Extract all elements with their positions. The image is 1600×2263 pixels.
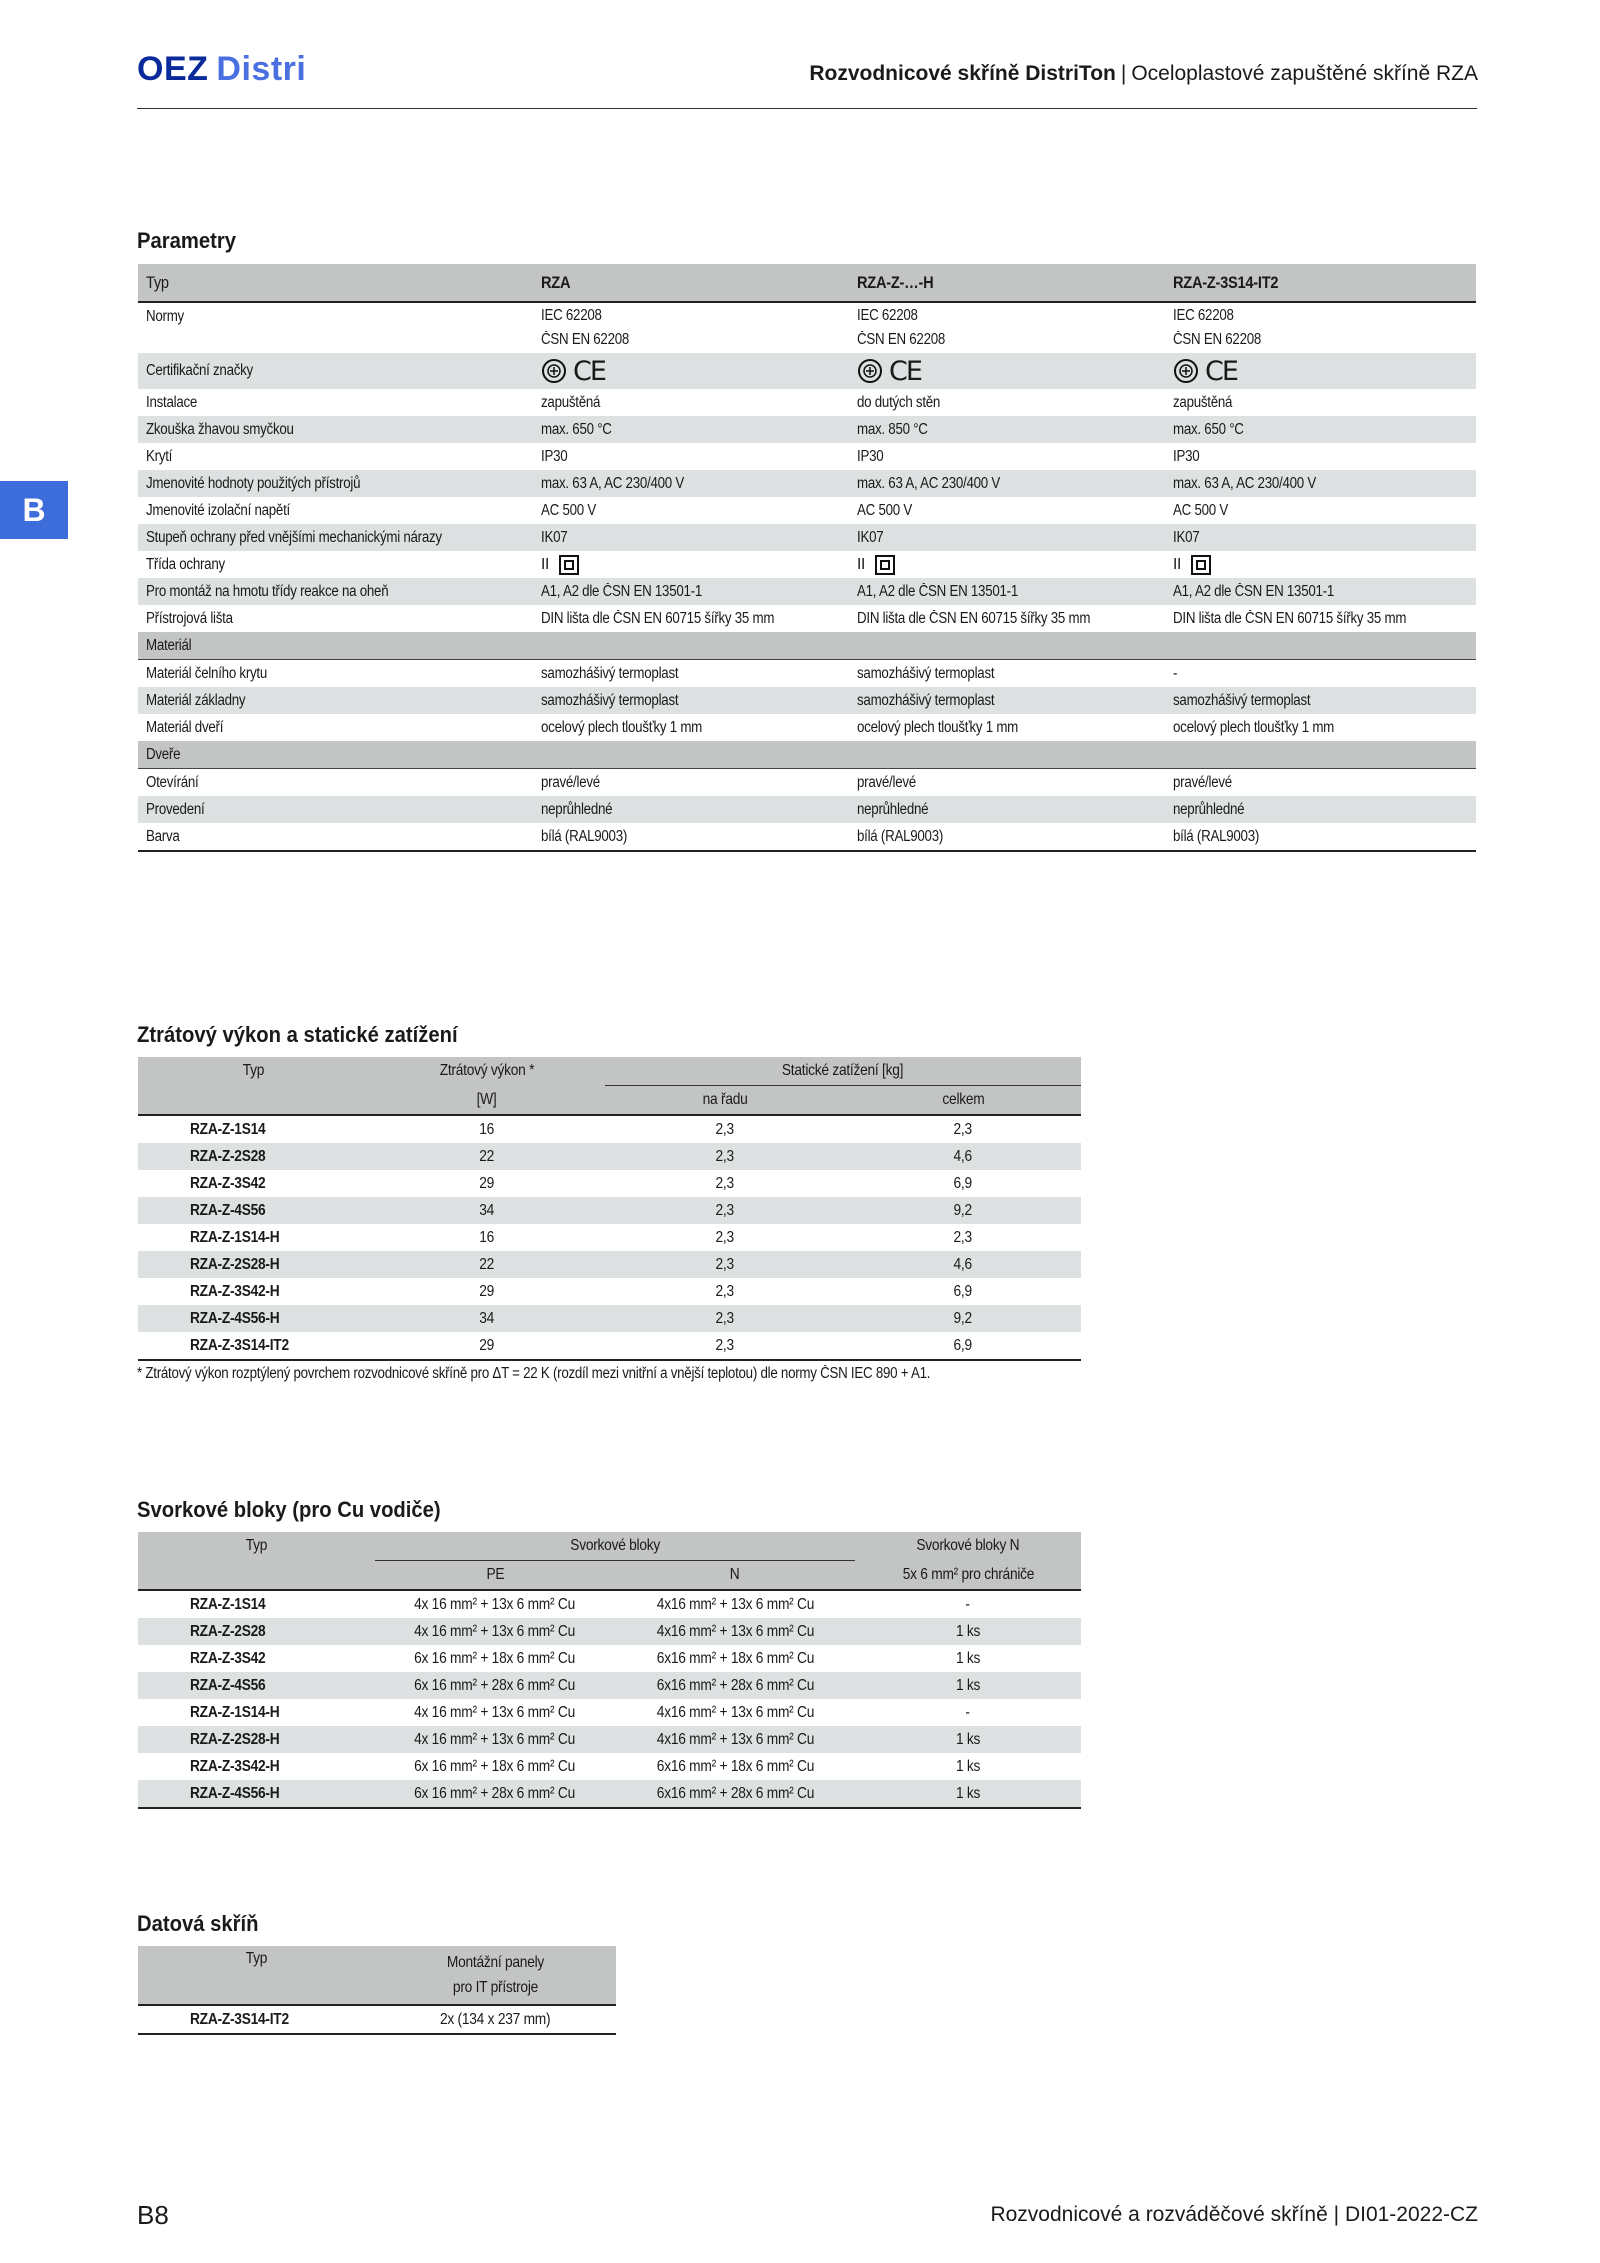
table-row: Stupeň ochrany před vnějšími mechanickými nárazy IK07 IK07 IK07 bbox=[138, 524, 1476, 551]
footer-separator: | bbox=[1333, 2203, 1340, 2226]
params-header-row bbox=[138, 264, 1476, 302]
table-row: Materiál základny samozhášivý termoplast samozhášivý termoplast samozhášivý termoplast bbox=[138, 687, 1476, 714]
terminals-table bbox=[138, 1532, 1081, 1809]
col-rza-z-h: RZA-Z-…-H bbox=[849, 264, 1165, 302]
table-row: RZA-Z-1S14-H 16 2,3 2,3 bbox=[190, 1228, 973, 1246]
table-row: RZA-Z-1S14 4x 16 mm² + 13x 6 mm² Cu 4x16 mm² + 13x 6 mm² Cu - bbox=[190, 1595, 971, 1613]
terminals-header-row-1 bbox=[138, 1532, 1081, 1561]
footer-catalog bbox=[990, 2203, 1478, 2227]
table-row: Otevírání pravé/levé pravé/levé pravé/levé bbox=[146, 773, 1232, 791]
col-rza: RZA bbox=[533, 264, 849, 302]
esc-mark-icon bbox=[1173, 358, 1199, 384]
loss-table bbox=[138, 1057, 1081, 1361]
col-rza-z-3s14-it2: RZA-Z-3S14-IT2 bbox=[1165, 264, 1476, 302]
terminals-col-pe: PE bbox=[486, 1566, 504, 1583]
table-row: Normy IEC 62208 ČSN EN 62208 IEC 62208 ČSN EN 62208 IEC 62208 ČSN EN 62208 bbox=[146, 307, 1262, 348]
datacab-col-panels-1: Montážní panely bbox=[446, 1954, 545, 1971]
logo-main: OEZ bbox=[137, 50, 209, 88]
loss-col-typ: Typ bbox=[242, 1062, 264, 1080]
table-row: RZA-Z-4S56 6x 16 mm² + 28x 6 mm² Cu 6x16 mm² + 28x 6 mm² Cu 1 ks bbox=[138, 1672, 1081, 1699]
table-row: RZA-Z-2S28-H 4x 16 mm² + 13x 6 mm² Cu 4x16 mm² + 13x 6 mm² Cu 1 ks bbox=[138, 1726, 1081, 1753]
loss-col-total: celkem bbox=[941, 1091, 985, 1108]
table-row: RZA-Z-2S28-H 22 2,3 4,6 bbox=[138, 1251, 1081, 1278]
certification-marks bbox=[857, 355, 921, 387]
terminals-col-blocks: Svorkové bloky bbox=[570, 1537, 660, 1554]
table-row: RZA-Z-3S42-H 29 2,3 6,9 bbox=[190, 1282, 973, 1300]
class-label: II bbox=[1173, 555, 1182, 573]
page-number: B8 bbox=[137, 2200, 169, 2230]
table-row: RZA-Z-2S28 4x 16 mm² + 13x 6 mm² Cu 4x16 mm² + 13x 6 mm² Cu 1 ks bbox=[138, 1618, 1081, 1645]
certification-marks bbox=[1173, 355, 1237, 387]
table-row: Provedení neprůhledné neprůhledné neprůhledné bbox=[138, 796, 1476, 823]
terminals-header-row-2 bbox=[138, 1561, 1081, 1591]
datacab-heading: Datová skříň bbox=[137, 1911, 259, 1936]
terminals-col-typ: Typ bbox=[245, 1537, 268, 1555]
ce-mark-icon: CE bbox=[1205, 355, 1237, 387]
table-row: Třída ochrany II II II bbox=[138, 551, 1476, 578]
terminals-col-blocks-n: Svorkové bloky N bbox=[916, 1537, 1020, 1555]
header-rule bbox=[137, 108, 1477, 109]
double-insulation-icon bbox=[875, 555, 895, 575]
table-row: Krytí IP30 IP30 IP30 bbox=[146, 447, 1200, 465]
loss-heading: Ztrátový výkon a statické zatížení bbox=[137, 1022, 458, 1047]
double-insulation-icon bbox=[1191, 555, 1211, 575]
loss-col-unit: [W] bbox=[476, 1090, 497, 1108]
terminals-heading: Svorkové bloky (pro Cu vodiče) bbox=[137, 1497, 441, 1522]
class-label: II bbox=[541, 555, 550, 573]
footer-code: DI01-2022-CZ bbox=[1344, 2203, 1478, 2226]
datacab-table bbox=[138, 1946, 616, 2035]
logo-sub: Distri bbox=[216, 50, 307, 88]
table-row: RZA-Z-1S14 16 2,3 2,3 bbox=[190, 1120, 973, 1138]
params-heading: Parametry bbox=[137, 228, 237, 253]
table-row: Materiál dveří ocelový plech tloušťky 1 mm ocelový plech tloušťky 1 mm ocelový plech tloušťky 1 mm bbox=[146, 718, 1335, 736]
table-row: RZA-Z-1S14-H 4x 16 mm² + 13x 6 mm² Cu 4x16 mm² + 13x 6 mm² Cu - bbox=[190, 1703, 971, 1721]
class-label: II bbox=[857, 555, 866, 573]
table-row: RZA-Z-2S28 22 2,3 4,6 bbox=[138, 1143, 1081, 1170]
table-row: Jmenovité hodnoty použitých přístrojů max. 63 A, AC 230/400 V max. 63 A, AC 230/400 V max. 63 A, AC 230/400 V bbox=[138, 470, 1476, 497]
datacab-col-panels-2: pro IT přístroje bbox=[452, 1979, 539, 1996]
terminals-col-n-sub: 5x 6 mm² pro chrániče bbox=[902, 1565, 1034, 1583]
col-typ: Typ bbox=[138, 264, 533, 302]
subsection-row-material: Materiál bbox=[138, 632, 1476, 660]
section-tab: B bbox=[0, 481, 68, 539]
table-row: Materiál čelního krytu samozhášivý termoplast samozhášivý termoplast - bbox=[146, 664, 1178, 682]
table-row: RZA-Z-4S56-H 34 2,3 9,2 bbox=[138, 1305, 1081, 1332]
header-title bbox=[809, 62, 1478, 86]
table-row: Zkouška žhavou smyčkou max. 650 °C max. 850 °C max. 650 °C bbox=[138, 416, 1476, 443]
footer-catalog-name: Rozvodnicové a rozváděčové skříně bbox=[990, 2203, 1328, 2226]
table-row: RZA-Z-3S14-IT2 2x (134 x 237 mm) bbox=[138, 2005, 616, 2034]
loss-header-row-1 bbox=[138, 1057, 1081, 1086]
datacab-header-row bbox=[138, 1946, 616, 2005]
oez-distri-logo bbox=[137, 50, 306, 89]
table-row: RZA-Z-3S42 6x 16 mm² + 18x 6 mm² Cu 6x16 mm² + 18x 6 mm² Cu 1 ks bbox=[190, 1649, 981, 1667]
loss-col-static: Statické zatížení [kg] bbox=[782, 1062, 904, 1079]
table-row: Pro montáž na hmotu třídy reakce na oheň A1, A2 dle ČSN EN 13501-1 A1, A2 dle ČSN EN 13501-1 A1, A2 dle ČSN EN 13501-1 bbox=[138, 578, 1476, 605]
table-row: Jmenovité izolační napětí AC 500 V AC 500 V AC 500 V bbox=[146, 501, 1228, 519]
params-table bbox=[138, 264, 1476, 852]
table-row: Instalace zapuštěná do dutých stěn zapuštěná bbox=[146, 393, 1233, 411]
header-title-bold: Rozvodnicové skříně DistriTon bbox=[809, 62, 1116, 85]
loss-header-row-2 bbox=[138, 1086, 1081, 1116]
ce-mark-icon: CE bbox=[889, 355, 921, 387]
loss-col-per-row: na řadu bbox=[702, 1091, 748, 1108]
double-insulation-icon bbox=[559, 555, 579, 575]
esc-mark-icon bbox=[857, 358, 883, 384]
ce-mark-icon: CE bbox=[573, 355, 605, 387]
table-row: RZA-Z-3S42-H 6x 16 mm² + 18x 6 mm² Cu 6x16 mm² + 18x 6 mm² Cu 1 ks bbox=[190, 1757, 981, 1775]
header-title-rest: Oceloplastové zapuštěné skříně RZA bbox=[1131, 62, 1478, 85]
header-separator: | bbox=[1120, 62, 1127, 85]
table-row: Certifikační značky CE CE CE bbox=[138, 353, 1476, 389]
table-row: Barva bílá (RAL9003) bílá (RAL9003) bílá (RAL9003) bbox=[138, 823, 1476, 851]
subsection-row-doors: Dveře bbox=[138, 741, 1476, 769]
table-row: RZA-Z-4S56-H 6x 16 mm² + 28x 6 mm² Cu 6x16 mm² + 28x 6 mm² Cu 1 ks bbox=[138, 1780, 1081, 1808]
table-row: Přístrojová lišta DIN lišta dle ČSN EN 60715 šířky 35 mm DIN lišta dle ČSN EN 60715 šířky 35 mm DIN lišta dle ČSN EN 60715 šířky 35 mm bbox=[146, 609, 1407, 627]
certification-marks bbox=[541, 355, 605, 387]
terminals-col-n: N bbox=[730, 1566, 740, 1583]
table-row: RZA-Z-3S14-IT2 29 2,3 6,9 bbox=[138, 1332, 1081, 1360]
loss-col-power: Ztrátový výkon * bbox=[439, 1062, 534, 1080]
loss-footnote: * Ztrátový výkon rozptýlený povrchem rozvodnicové skříně pro ΔT = 22 K (rozdíl mezi vnitřní a vnější teplotou) dle normy ČSN IEC 890 + A1. bbox=[137, 1365, 931, 1382]
table-row: RZA-Z-3S42 29 2,3 6,9 bbox=[190, 1174, 973, 1192]
esc-mark-icon bbox=[541, 358, 567, 384]
table-row: RZA-Z-4S56 34 2,3 9,2 bbox=[138, 1197, 1081, 1224]
datacab-col-typ: Typ bbox=[245, 1950, 268, 1967]
